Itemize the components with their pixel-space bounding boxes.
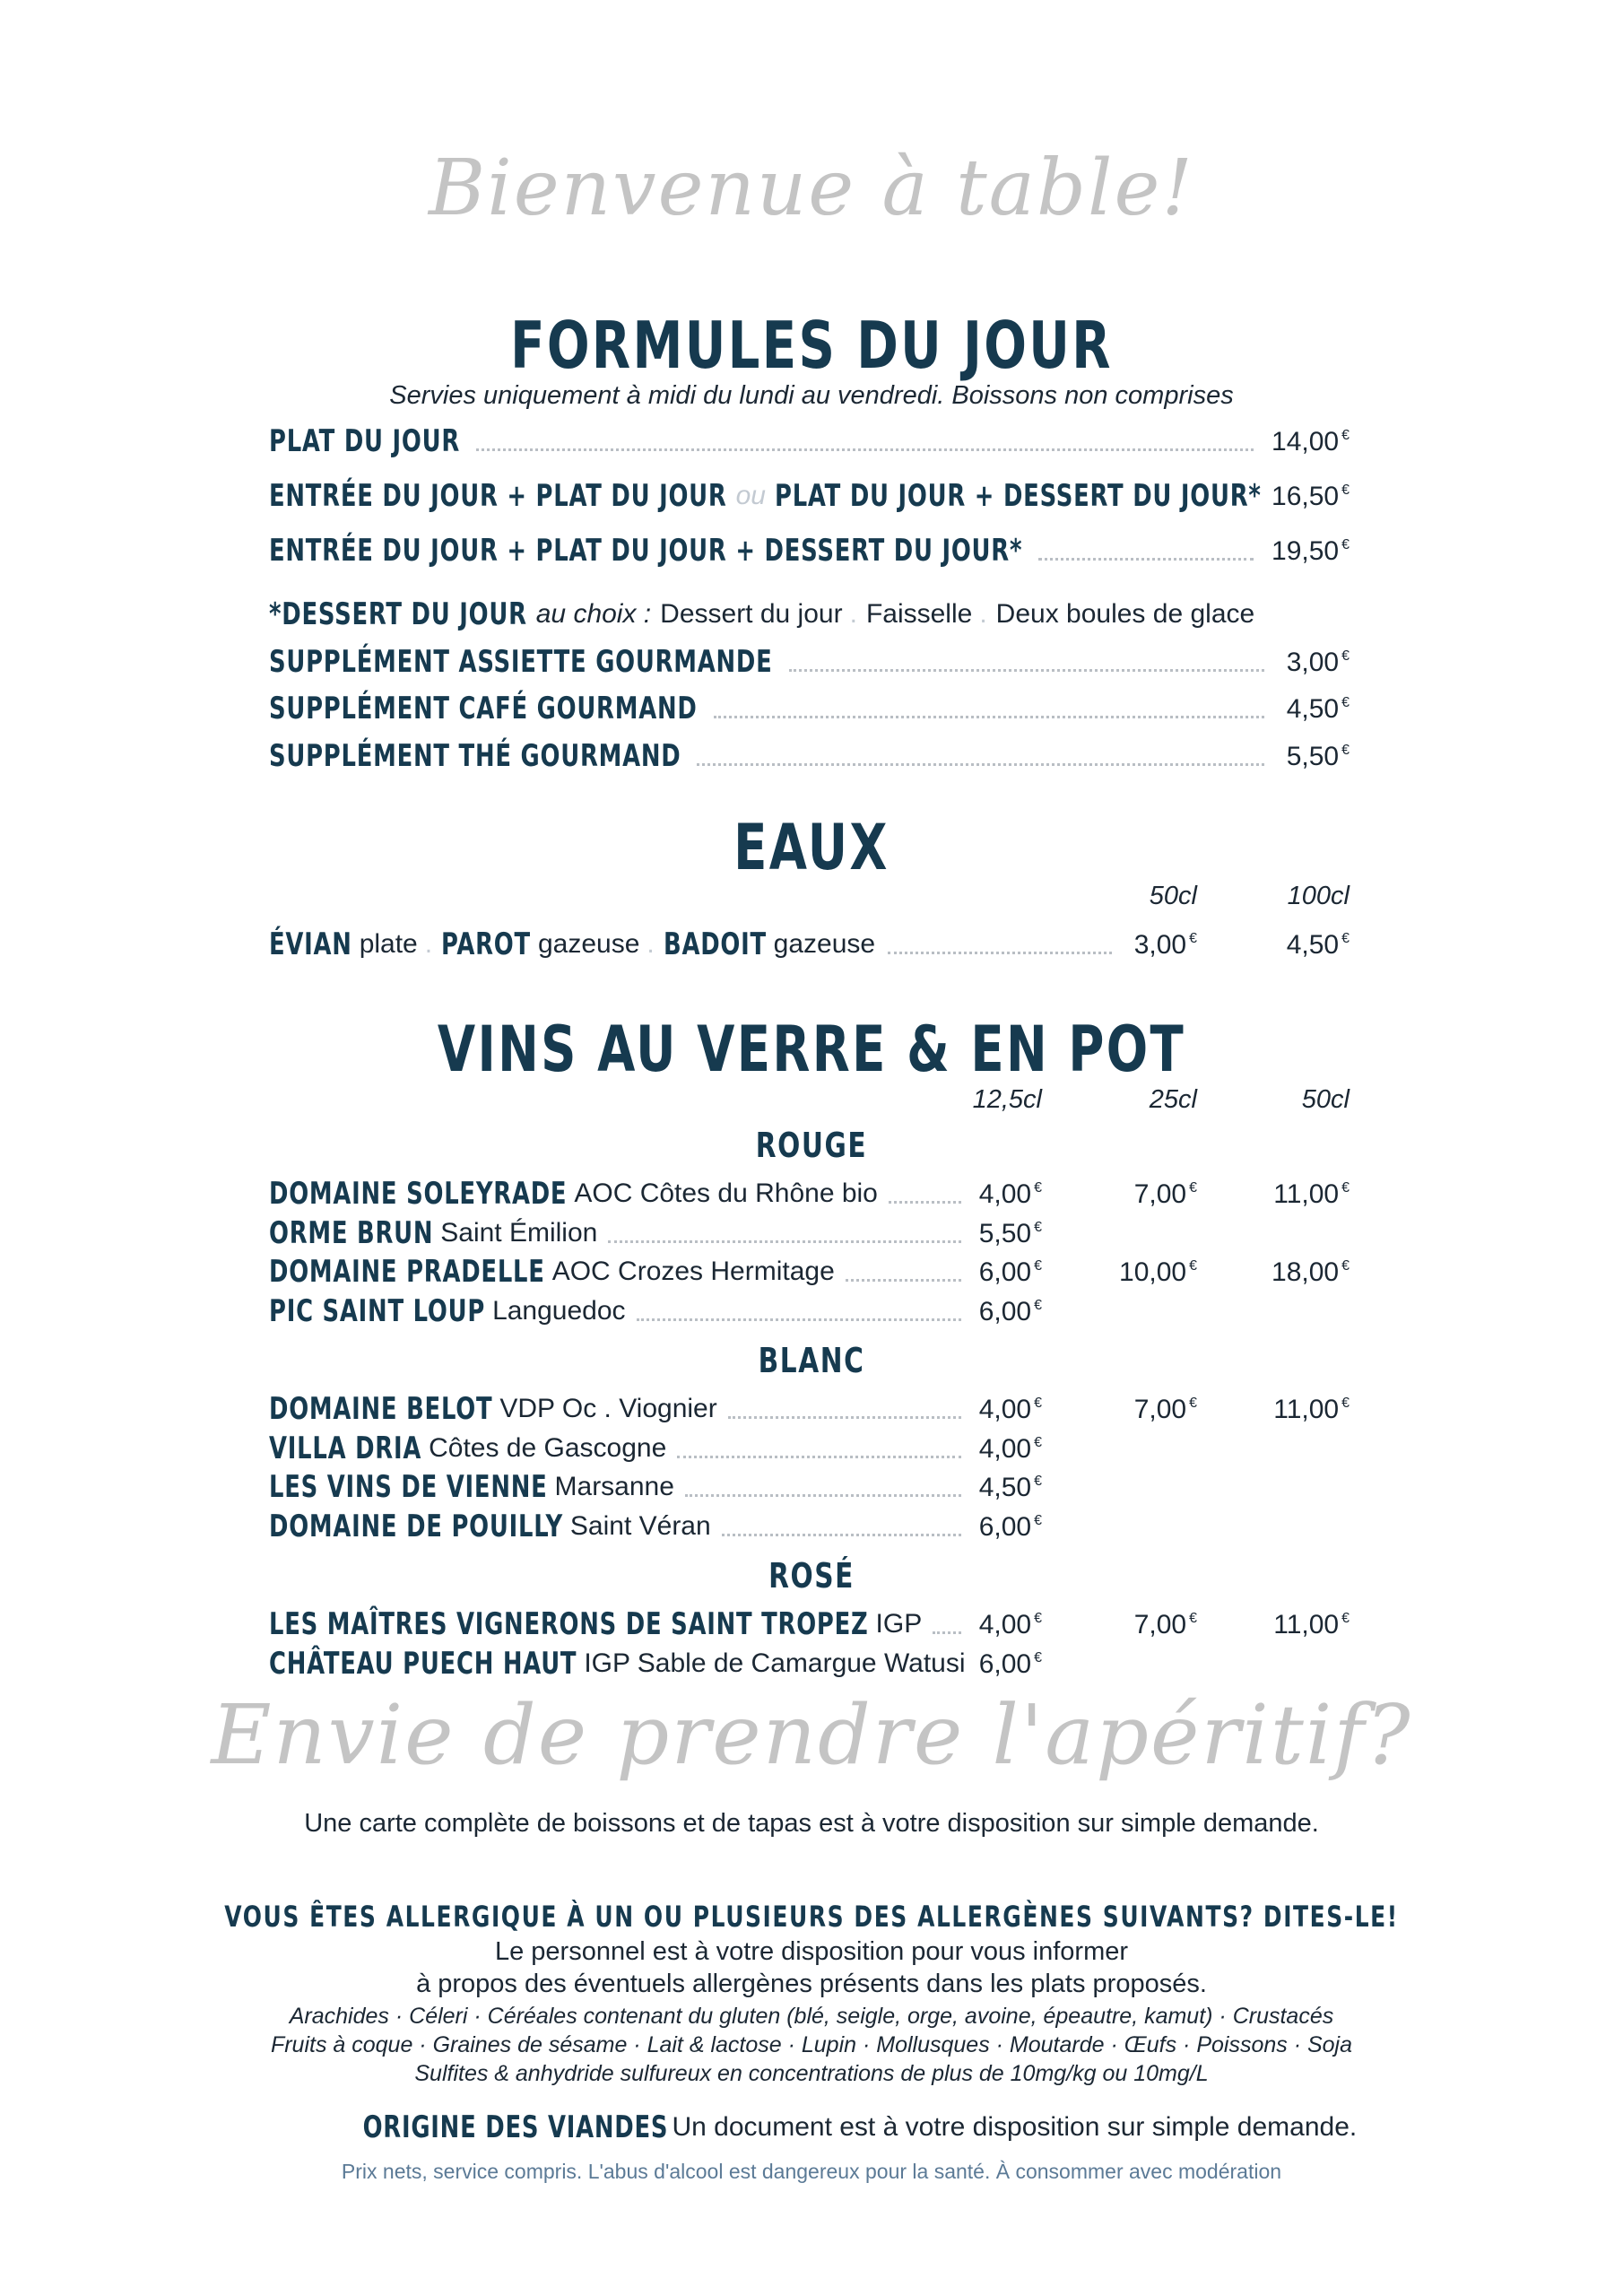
wine-group-title: BLANC xyxy=(758,1341,865,1380)
wine-price xyxy=(1134,1610,1197,1640)
wine-desc: AOC Côtes du Rhône bio xyxy=(574,1178,878,1208)
euro-sign: € xyxy=(1034,1396,1042,1411)
price-value: 3,00 xyxy=(1133,930,1187,960)
wine-name: DOMAINE BELOT xyxy=(269,1391,493,1427)
price-value: 10,00 xyxy=(1119,1257,1187,1287)
euro-sign: € xyxy=(1034,1512,1042,1528)
wine-leader xyxy=(728,1416,961,1419)
wine-leader xyxy=(677,1456,961,1458)
origine-line xyxy=(0,2109,1623,2145)
welcome-title: Bienvenue à table! xyxy=(429,144,1194,233)
eau-leader xyxy=(888,952,1112,954)
allergens-title: VOUS ÊTES ALLERGIQUE À UN OU PLUSIEURS DES ALLERGÈNES SUIVANTS? DITES-LE! xyxy=(224,1900,1399,1934)
formule-price xyxy=(1271,427,1350,457)
dessert-choice: au choix : xyxy=(535,599,652,629)
price-value: 4,00 xyxy=(978,1179,1032,1209)
euro-sign: € xyxy=(1034,1297,1042,1313)
wine-price xyxy=(979,1512,1042,1543)
eau-brand: PAROT xyxy=(441,926,531,962)
formule-or: ou xyxy=(735,481,766,510)
price-value: 5,50 xyxy=(978,1218,1032,1248)
wine-name: LES VINS DE VIENNE xyxy=(269,1469,548,1505)
euro-sign: € xyxy=(1034,1474,1042,1489)
dessert-label: *DESSERT DU JOUR xyxy=(269,596,527,632)
euro-sign: € xyxy=(1341,1258,1350,1274)
formule-name-a: ENTRÉE DU JOUR + PLAT DU JOUR xyxy=(269,478,727,514)
price-value: 7,00 xyxy=(1133,1179,1187,1209)
wine-name: CHÂTEAU PUECH HAUT xyxy=(269,1645,577,1682)
wine-price xyxy=(979,1610,1042,1640)
price-value: 4,00 xyxy=(978,1395,1032,1424)
wine-price xyxy=(1273,1179,1350,1210)
wine-desc: IGP Sable de Camargue Watusi xyxy=(584,1648,966,1678)
euro-sign: € xyxy=(1034,1611,1042,1626)
wine-desc: Saint Émilion xyxy=(440,1217,598,1248)
wine-price xyxy=(979,1219,1042,1249)
formule-name: PLAT DU JOUR xyxy=(269,423,461,459)
wine-name: ORME BRUN xyxy=(269,1214,434,1251)
allergens-list-2: Fruits à coque · Graines de sésame · Lait & lactose · Lupin · Mollusques · Moutarde · Œufs · Poissons · Soja xyxy=(270,2032,1353,2057)
formule-price xyxy=(1271,482,1350,512)
eau-brand: ÉVIAN xyxy=(269,926,352,962)
euro-sign: € xyxy=(1189,1180,1197,1196)
euro-sign: € xyxy=(1189,1396,1197,1411)
wine-name: DOMAINE DE POUILLY xyxy=(269,1508,563,1544)
formule-name: ENTRÉE DU JOUR + PLAT DU JOUR + DESSERT DU JOUR* xyxy=(269,533,1023,569)
wine-leader xyxy=(685,1494,961,1497)
euro-sign: € xyxy=(1341,1396,1350,1411)
eau-sep: . xyxy=(647,929,655,959)
euro-sign: € xyxy=(1341,537,1350,552)
wine-desc: IGP xyxy=(875,1609,923,1639)
euro-sign: € xyxy=(1341,648,1350,664)
euro-sign: € xyxy=(1034,1434,1042,1450)
wine-price xyxy=(1134,1395,1197,1425)
wine-price xyxy=(1119,1257,1197,1288)
formule-name-b: PLAT DU JOUR + DESSERT DU JOUR* xyxy=(774,478,1262,514)
price-value: 14,00 xyxy=(1271,427,1340,457)
wine-price xyxy=(1273,1610,1350,1640)
vins-title: VINS AU VERRE & EN POT xyxy=(437,1013,1186,1086)
vins-col-header: 50cl xyxy=(1301,1085,1350,1114)
price-value: 7,00 xyxy=(1133,1395,1187,1424)
price-value: 4,00 xyxy=(978,1610,1032,1639)
dessert-option: Dessert du jour xyxy=(660,599,843,629)
price-value: 16,50 xyxy=(1271,482,1340,511)
price-value: 6,00 xyxy=(978,1257,1032,1287)
eaux-col-header: 50cl xyxy=(1149,882,1197,910)
formules-title: FORMULES DU JOUR xyxy=(510,308,1113,383)
wine-price xyxy=(979,1297,1042,1327)
supplement-leader xyxy=(714,716,1264,718)
wine-leader xyxy=(722,1534,961,1536)
wine-leader xyxy=(637,1318,961,1321)
dessert-sep: . xyxy=(849,599,857,629)
wine-price xyxy=(979,1179,1042,1210)
wine-name: PIC SAINT LOUP xyxy=(269,1292,486,1329)
wine-desc: AOC Crozes Hermitage xyxy=(551,1257,835,1286)
price-value: 6,00 xyxy=(978,1648,1032,1679)
wine-desc: Côtes de Gascogne xyxy=(429,1432,667,1463)
origine-label: ORIGINE DES VIANDES xyxy=(362,2109,669,2145)
euro-sign: € xyxy=(1034,1219,1042,1235)
price-value: 6,00 xyxy=(978,1296,1032,1326)
wine-name: VILLA DRIA xyxy=(269,1430,422,1466)
wine-name: DOMAINE PRADELLE xyxy=(269,1254,545,1290)
eau-desc: plate xyxy=(359,929,418,959)
price-value: 6,00 xyxy=(978,1511,1032,1542)
euro-sign: € xyxy=(1341,428,1350,443)
eau-price xyxy=(1134,930,1197,961)
euro-sign: € xyxy=(1341,695,1350,710)
euro-sign: € xyxy=(1189,1611,1197,1626)
allergens-line1: Le personnel est à votre disposition pour vous informer xyxy=(494,1937,1129,1966)
euro-sign: € xyxy=(1189,931,1197,946)
euro-sign: € xyxy=(1189,1258,1197,1274)
supplement-leader xyxy=(789,669,1264,672)
supplement-name: SUPPLÉMENT CAFÉ GOURMAND xyxy=(269,691,698,726)
wine-leader xyxy=(889,1201,961,1204)
wine-price xyxy=(979,1434,1042,1465)
allergens-list-3: Sulfites & anhydride sulfureux en concentrations de plus de 10mg/kg ou 10mg/L xyxy=(414,2061,1209,2086)
wine-leader xyxy=(846,1279,961,1282)
supplement-price xyxy=(1287,742,1350,772)
wine-price xyxy=(979,1395,1042,1425)
price-value: 5,50 xyxy=(1286,742,1340,771)
formule-leader xyxy=(476,448,1254,451)
euro-sign: € xyxy=(1341,483,1350,498)
wine-price xyxy=(1273,1395,1350,1425)
euro-sign: € xyxy=(1034,1649,1042,1665)
supplement-price xyxy=(1287,694,1350,725)
eau-brand: BADOIT xyxy=(663,926,767,962)
footer-note: Prix nets, service compris. L'abus d'alcool est dangereux pour la santé. À consommer avec modération xyxy=(341,2160,1282,2183)
wine-group-title: ROUGE xyxy=(755,1126,868,1165)
wine-desc: VDP Oc . Viognier xyxy=(499,1394,717,1423)
price-value: 4,50 xyxy=(1286,694,1340,724)
vins-col-header: 12,5cl xyxy=(972,1085,1042,1114)
eau-desc: gazeuse xyxy=(773,929,876,959)
wine-name: LES MAÎTRES VIGNERONS DE SAINT TROPEZ xyxy=(269,1606,869,1642)
dessert-option: Deux boules de glace xyxy=(995,599,1255,629)
price-value: 11,00 xyxy=(1273,1179,1340,1209)
price-value: 19,50 xyxy=(1271,536,1340,566)
euro-sign: € xyxy=(1341,1180,1350,1196)
euro-sign: € xyxy=(1341,931,1350,946)
wine-price xyxy=(979,1473,1042,1503)
formules-subtitle: Servies uniquement à midi du lundi au vendredi. Boissons non comprises xyxy=(389,381,1234,410)
aperitif-title: Envie de prendre l'apéritif? xyxy=(211,1687,1412,1783)
origine-text: Un document est à votre disposition sur simple demande. xyxy=(672,2112,1358,2142)
formule-leader xyxy=(1038,558,1254,561)
wine-price xyxy=(979,1649,1042,1680)
allergens-line2: à propos des éventuels allergènes présents dans les plats proposés. xyxy=(416,1970,1207,1998)
vins-col-header: 25cl xyxy=(1149,1085,1197,1114)
dessert-option: Faisselle xyxy=(865,599,973,629)
wine-price xyxy=(1271,1257,1350,1288)
wine-leader xyxy=(933,1631,961,1634)
wine-desc: Languedoc xyxy=(492,1295,626,1326)
wine-desc: Saint Véran xyxy=(569,1510,711,1541)
euro-sign: € xyxy=(1034,1180,1042,1196)
eau-price xyxy=(1287,930,1350,961)
price-value: 4,50 xyxy=(1286,930,1340,960)
wine-price xyxy=(979,1257,1042,1288)
supplement-name: SUPPLÉMENT THÉ GOURMAND xyxy=(269,738,681,774)
euro-sign: € xyxy=(1341,743,1350,758)
euro-sign: € xyxy=(1034,1258,1042,1274)
price-value: 11,00 xyxy=(1273,1395,1340,1424)
supplement-leader xyxy=(697,763,1264,766)
eaux-title: EAUX xyxy=(733,811,890,884)
aperitif-text: Une carte complète de boissons et de tapas est à votre disposition sur simple demande. xyxy=(304,1809,1319,1838)
eau-desc: gazeuse xyxy=(537,929,640,959)
wine-leader xyxy=(608,1240,961,1243)
price-value: 7,00 xyxy=(1133,1610,1187,1639)
wine-desc: Marsanne xyxy=(554,1472,674,1501)
eau-sep: . xyxy=(424,929,433,959)
supplement-name: SUPPLÉMENT ASSIETTE GOURMANDE xyxy=(269,644,773,680)
supplement-price xyxy=(1287,648,1350,678)
wine-group-title: ROSÉ xyxy=(768,1556,855,1596)
allergens-list-1: Arachides · Céleri · Céréales contenant du gluten (blé, seigle, orge, avoine, épeautre, kamut) · Crustacés xyxy=(289,2004,1334,2029)
price-value: 4,50 xyxy=(978,1473,1032,1502)
wine-name: DOMAINE SOLEYRADE xyxy=(269,1176,568,1212)
formule-price xyxy=(1271,536,1350,567)
price-value: 18,00 xyxy=(1271,1257,1340,1287)
dessert-sep: . xyxy=(979,599,987,629)
eaux-col-header: 100cl xyxy=(1287,882,1350,910)
price-value: 3,00 xyxy=(1286,648,1340,677)
euro-sign: € xyxy=(1341,1611,1350,1626)
price-value: 4,00 xyxy=(978,1433,1032,1464)
wine-price xyxy=(1134,1179,1197,1210)
price-value: 11,00 xyxy=(1273,1610,1340,1639)
